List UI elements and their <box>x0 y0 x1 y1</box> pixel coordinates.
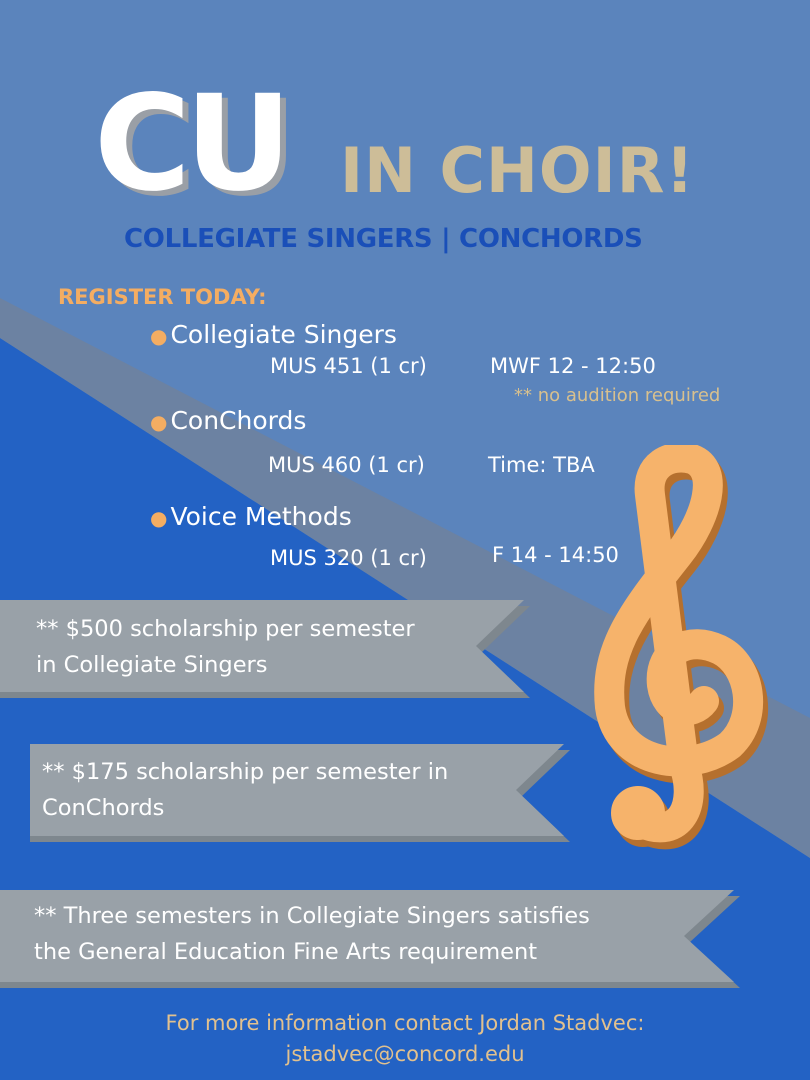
course-code: MUS 460 (1 cr) <box>268 453 425 477</box>
banner-line: the General Education Fine Arts requirement <box>34 939 538 965</box>
course-name-label: Collegiate Singers <box>170 320 397 349</box>
banner-line: ConChords <box>42 795 165 821</box>
banner-line: ** $500 scholarship per semester <box>36 616 415 642</box>
scholarship-banner <box>42 754 448 826</box>
course-time: MWF 12 - 12:50 <box>490 354 656 378</box>
banner-line: in Collegiate Singers <box>36 652 268 678</box>
course-code: MUS 451 (1 cr) <box>270 354 427 378</box>
contact-email[interactable]: jstadvec@concord.edu <box>285 1042 525 1066</box>
title-cu: CU <box>94 67 287 221</box>
register-heading: REGISTER TODAY: <box>58 285 267 309</box>
banner-line: ** $175 scholarship per semester in <box>42 759 449 785</box>
course-name-label: Voice Methods <box>170 502 352 531</box>
banner-line: ** Three semesters in Collegiate Singers satisfies <box>34 903 590 929</box>
contact-text: For more information contact Jordan Stadvec: <box>165 1011 645 1035</box>
bullet-icon: ● <box>150 506 168 530</box>
requirement-banner <box>34 898 590 970</box>
course-name <box>150 504 352 529</box>
course-name <box>150 408 306 433</box>
course-time: F 14 - 14:50 <box>492 543 619 567</box>
course-note: ** no audition required <box>514 385 721 406</box>
treble-clef-icon <box>580 445 780 855</box>
subtitle: COLLEGIATE SINGERS | CONCHORDS <box>124 224 643 254</box>
bullet-icon: ● <box>150 410 168 434</box>
course-code: MUS 320 (1 cr) <box>270 546 427 570</box>
bullet-icon: ● <box>150 324 168 348</box>
course-name-label: ConChords <box>170 406 307 435</box>
title-in-choir: IN CHOIR! <box>340 134 695 207</box>
course-time: Time: TBA <box>488 453 595 477</box>
course-name <box>150 322 397 347</box>
scholarship-banner <box>36 611 415 683</box>
